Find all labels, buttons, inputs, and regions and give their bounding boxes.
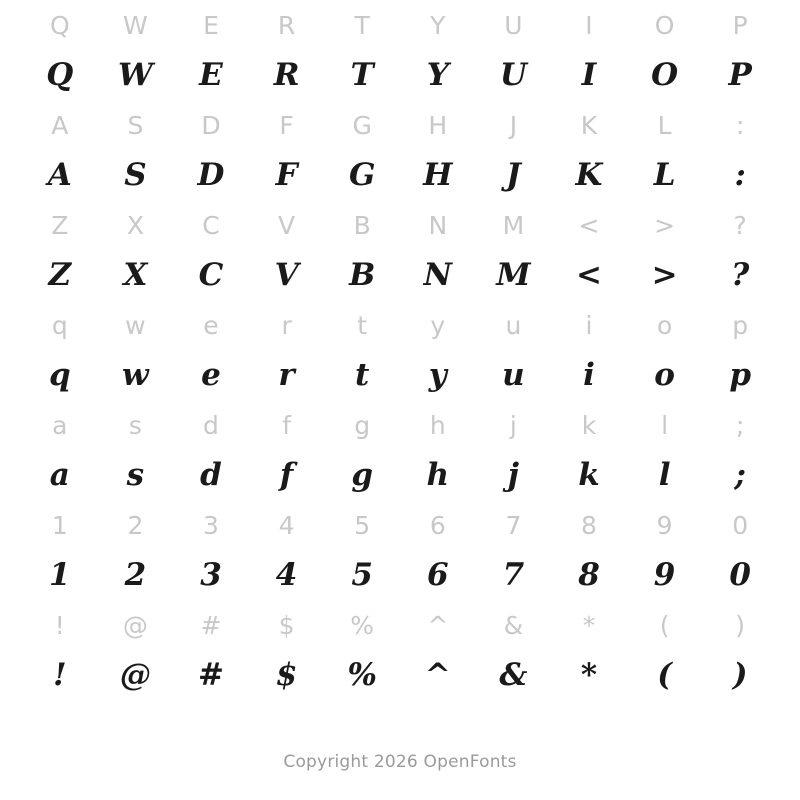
glyph-cell: 6 xyxy=(429,510,446,540)
glyph-cell: ! xyxy=(54,610,65,640)
glyph-row-sample xyxy=(22,250,778,300)
glyph-cell: J xyxy=(506,156,521,193)
glyph-cell: P xyxy=(728,56,752,93)
glyph-cell: ^ xyxy=(424,656,451,693)
glyph-cell: 1 xyxy=(49,556,71,593)
glyph-cell: o xyxy=(656,310,673,340)
glyph-cell: I xyxy=(585,10,593,40)
copyright-notice: Copyright 2026 OpenFonts xyxy=(283,752,517,772)
glyph-cell: i xyxy=(583,356,595,393)
glyph-cell: 4 xyxy=(275,556,298,593)
glyph-cell: ; xyxy=(735,410,745,440)
glyph-row-sample xyxy=(22,350,778,400)
glyph-cell: j xyxy=(507,456,519,493)
glyph-cell: 0 xyxy=(732,510,749,540)
glyph-cell: p xyxy=(729,356,752,393)
glyph-row-reference xyxy=(22,300,778,350)
glyph-cell: T xyxy=(354,10,370,40)
glyph-cell: N xyxy=(423,256,452,293)
glyph-cell: 7 xyxy=(505,510,522,540)
glyph-cell: C xyxy=(202,210,220,240)
glyph-cell: N xyxy=(428,210,448,240)
glyph-cell: @ xyxy=(122,610,148,640)
glyph-cell: 5 xyxy=(354,510,371,540)
glyph-cell: R xyxy=(273,56,300,93)
glyph-cell: < xyxy=(576,256,602,293)
glyph-cell: W xyxy=(123,10,148,40)
glyph-cell: 9 xyxy=(653,556,676,593)
glyph-cell: L xyxy=(653,156,676,193)
glyph-cell: * xyxy=(580,656,598,693)
glyph-cell: A xyxy=(47,156,72,193)
glyph-cell: a xyxy=(49,456,70,493)
glyph-cell: p xyxy=(732,310,749,340)
glyph-cell: S xyxy=(124,156,147,193)
glyph-cell: R xyxy=(277,10,296,40)
glyph-cell: Y xyxy=(430,10,446,40)
glyph-cell: I xyxy=(581,56,597,93)
glyph-cell: F xyxy=(275,156,298,193)
glyph-row-reference xyxy=(22,600,778,650)
glyph-cell: O xyxy=(651,56,679,93)
glyph-cell: B xyxy=(349,256,376,293)
glyph-cell: 4 xyxy=(278,510,295,540)
glyph-cell: V xyxy=(274,256,299,293)
glyph-cell: H xyxy=(423,156,453,193)
glyph-cell: M xyxy=(496,256,531,293)
glyph-cell: i xyxy=(585,310,593,340)
glyph-cell: u xyxy=(502,356,525,393)
glyph-cell: U xyxy=(504,10,523,40)
glyph-cell: Q xyxy=(49,10,70,40)
glyph-cell: f xyxy=(282,410,291,440)
glyph-cell: Q xyxy=(46,56,74,93)
glyph-cell: Z xyxy=(51,210,69,240)
glyph-cell: 7 xyxy=(502,556,525,593)
glyph-cell: r xyxy=(281,310,292,340)
glyph-cell: 8 xyxy=(581,510,597,540)
glyph-cell: > xyxy=(654,210,676,240)
glyph-cell: s xyxy=(128,410,142,440)
glyph-cell: e xyxy=(203,310,219,340)
glyph-cell: : xyxy=(734,156,746,193)
glyph-cell: % xyxy=(350,610,375,640)
glyph-cell: ? xyxy=(733,210,747,240)
glyph-cell: X xyxy=(126,210,144,240)
glyph-cell: g xyxy=(354,410,371,440)
glyph-cell: E xyxy=(199,56,223,93)
glyph-cell: > xyxy=(651,256,678,293)
glyph-cell: G xyxy=(348,156,376,193)
glyph-cell: U xyxy=(499,56,527,93)
glyph-cell: Z xyxy=(48,256,72,293)
glyph-cell: f xyxy=(279,456,294,493)
glyph-row-sample xyxy=(22,550,778,600)
glyph-cell: a xyxy=(52,410,68,440)
glyph-cell: A xyxy=(51,110,69,140)
glyph-cell: q xyxy=(48,356,71,393)
glyph-cell: P xyxy=(732,10,748,40)
glyph-cell: T xyxy=(350,56,374,93)
glyph-cell: o xyxy=(654,356,675,393)
glyph-cell: % xyxy=(347,656,377,693)
glyph-cell: k xyxy=(578,456,600,493)
glyph-cell: e xyxy=(201,356,221,393)
glyph-row-sample xyxy=(22,50,778,100)
glyph-cell: g xyxy=(351,456,374,493)
glyph-cell: j xyxy=(509,410,517,440)
glyph-cell: ? xyxy=(731,256,750,293)
glyph-cell: ) xyxy=(732,656,748,693)
glyph-cell: u xyxy=(505,310,522,340)
glyph-cell: * xyxy=(582,610,596,640)
glyph-cell: t xyxy=(355,356,370,393)
glyph-cell: J xyxy=(509,110,518,140)
glyph-cell: C xyxy=(198,256,224,293)
glyph-cell: ( xyxy=(657,656,672,693)
glyph-cell: 3 xyxy=(200,556,222,593)
glyph-cell: $ xyxy=(278,610,295,640)
glyph-row-reference xyxy=(22,500,778,550)
glyph-cell: & xyxy=(499,656,528,693)
glyph-cell: 9 xyxy=(656,510,673,540)
glyph-cell: # xyxy=(200,610,222,640)
glyph-cell: 1 xyxy=(51,510,68,540)
glyph-row-reference xyxy=(22,100,778,150)
glyph-cell: D xyxy=(201,110,221,140)
glyph-cell: # xyxy=(198,656,224,693)
glyph-cell: S xyxy=(127,110,144,140)
glyph-cell: H xyxy=(428,110,448,140)
glyph-cell: 5 xyxy=(351,556,373,593)
glyph-cell: X xyxy=(123,256,148,293)
glyph-cell: w xyxy=(122,356,149,393)
glyph-cell: 8 xyxy=(578,556,600,593)
glyph-cell: 3 xyxy=(203,510,219,540)
glyph-cell: l xyxy=(661,410,669,440)
glyph-cell: w xyxy=(125,310,146,340)
glyph-cell: G xyxy=(352,110,372,140)
glyph-cell: D xyxy=(197,156,225,193)
glyph-cell: y xyxy=(430,310,446,340)
glyph-cell: O xyxy=(654,10,675,40)
glyph-cell: d xyxy=(203,410,219,440)
glyph-cell: h xyxy=(426,456,450,493)
glyph-cell: @ xyxy=(119,656,151,693)
glyph-cell: l xyxy=(658,456,671,493)
glyph-cell: 2 xyxy=(124,556,147,593)
glyph-cell: 0 xyxy=(729,556,751,593)
glyph-row-reference xyxy=(22,200,778,250)
glyph-cell: ( xyxy=(659,610,670,640)
glyph-cell: ! xyxy=(52,656,67,693)
glyph-cell: ; xyxy=(734,456,746,493)
glyph-cell: 2 xyxy=(127,510,144,540)
glyph-cell: K xyxy=(580,110,598,140)
glyph-cell: : xyxy=(735,110,745,140)
glyph-cell: r xyxy=(278,356,295,393)
glyph-cell: $ xyxy=(275,656,298,693)
glyph-cell: t xyxy=(357,310,368,340)
glyph-cell: K xyxy=(575,156,603,193)
glyph-row-reference xyxy=(22,0,778,50)
glyph-cell: V xyxy=(278,210,296,240)
glyph-cell: B xyxy=(353,210,371,240)
glyph-cell: h xyxy=(429,410,446,440)
glyph-cell: d xyxy=(200,456,222,493)
glyph-cell: E xyxy=(203,10,219,40)
glyph-cell: L xyxy=(657,110,672,140)
glyph-cell: F xyxy=(279,110,294,140)
glyph-cell: q xyxy=(51,310,68,340)
glyph-cell: k xyxy=(581,410,597,440)
glyph-row-sample xyxy=(22,650,778,700)
glyph-cell: & xyxy=(503,610,524,640)
glyph-row-reference xyxy=(22,400,778,450)
glyph-cell: s xyxy=(126,456,145,493)
glyph-cell: ^ xyxy=(427,610,449,640)
glyph-cell: y xyxy=(428,356,447,393)
glyph-cell: M xyxy=(502,210,525,240)
glyph-cell: Y xyxy=(426,56,449,93)
glyph-row-sample xyxy=(22,150,778,200)
glyph-cell: ) xyxy=(735,610,746,640)
glyph-cell: < xyxy=(578,210,600,240)
glyph-cell: W xyxy=(117,56,153,93)
glyph-cell: 6 xyxy=(427,556,449,593)
glyph-row-sample xyxy=(22,450,778,500)
